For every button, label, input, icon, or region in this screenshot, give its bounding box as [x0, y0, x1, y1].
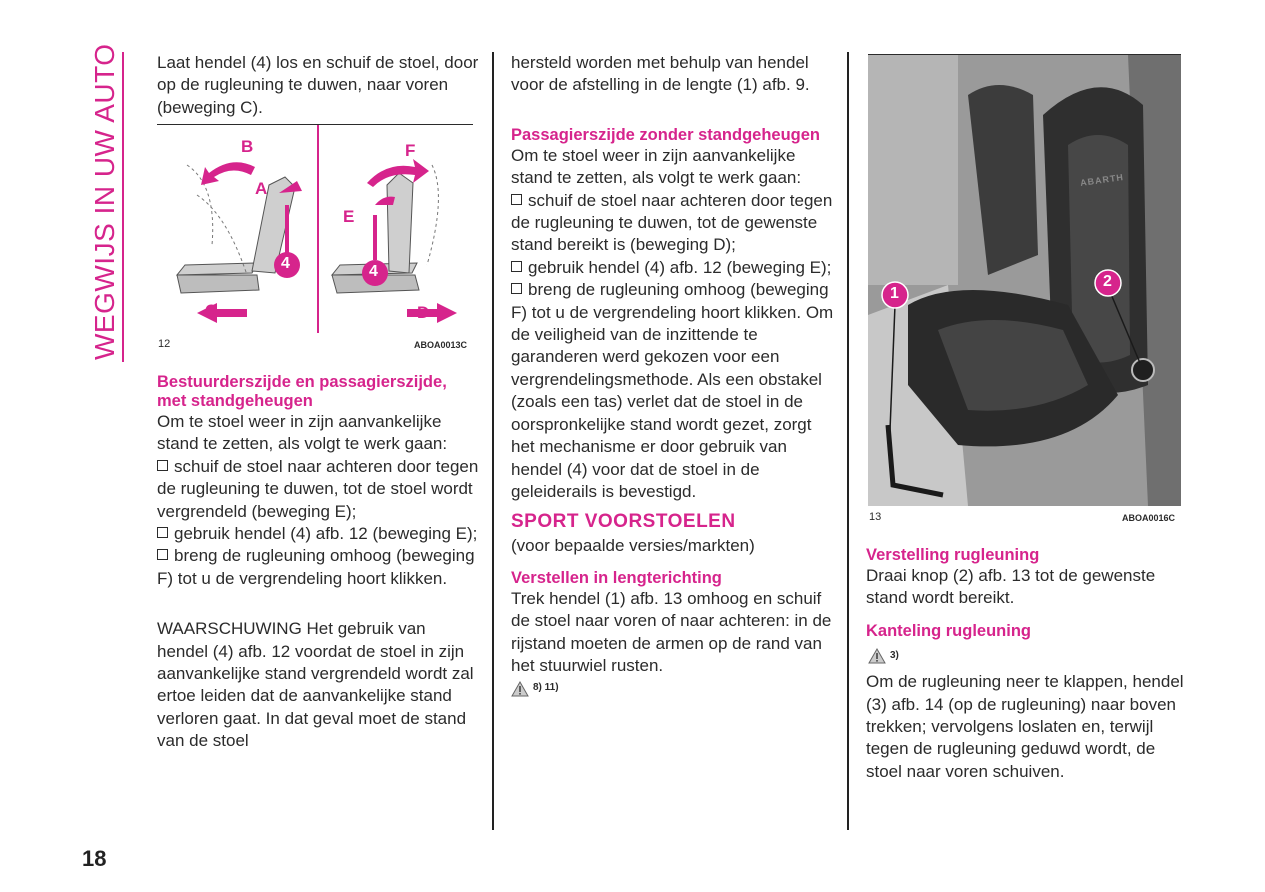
- page-number: 18: [82, 846, 107, 871]
- callout-1: 1: [890, 285, 899, 302]
- side-divider: [122, 52, 124, 362]
- lever-label-left: 4: [281, 255, 290, 272]
- continuation-paragraph: hersteld worden met behulp van hendel voor de afstelling in de lengte (1) afb. 9.: [511, 53, 810, 95]
- sport-seat-photo: [868, 55, 1181, 506]
- warning-triangle-icon: [868, 648, 886, 664]
- label-d: D: [417, 303, 430, 322]
- backrest-tilt-body: Om de rugleuning neer te klappen, hendel (3) afb. 14 (op de rugleuning) naar boven trekken; vervolgens loslaten en, terwijl tegen de rugleuning geduwd wordt, de stoel naar voren schuiven.: [866, 672, 1184, 781]
- figure-12-code: ABOA0013C: [414, 340, 468, 350]
- square-bullet-icon: [511, 283, 522, 294]
- warning-reference: 8) 11): [511, 677, 836, 699]
- square-bullet-icon: [511, 194, 522, 205]
- step-item: gebruik hendel (4) afb. 12 (beweging E);: [157, 523, 479, 545]
- heading-with-memory: Bestuurderszijde en passagierszijde, met standgeheugen: [157, 373, 447, 410]
- step-item: gebruik hendel (4) afb. 12 (beweging E);: [511, 257, 836, 279]
- sport-seats-subtitle: (voor bepaalde versies/markten): [511, 536, 755, 556]
- column-1-lower: [157, 373, 479, 753]
- label-e: E: [343, 207, 355, 226]
- warning-paragraph: WAARSCHUWING Het gebruik van hendel (4) afb. 12 voordat de stoel in zijn aanvankelijke stand vergrendeld wordt zal ertoe leiden dat de aanvankelijke stand verloren gaat. In dat geval moet de stand van de stoel: [157, 619, 474, 751]
- seat-logo: ABARTH: [1079, 171, 1125, 189]
- lever-label-right: 4: [369, 263, 378, 280]
- heading-backrest-adjustment: Verstelling rugleuning: [866, 546, 1040, 564]
- square-bullet-icon: [157, 460, 168, 471]
- length-adjustment-body: Trek hendel (1) afb. 13 omhoog en schuif de stoel naar voren of naar achteren: in de rijstand moeten de armen op de rand van het stuurwiel rusten.: [511, 588, 832, 675]
- column-divider-1: [492, 52, 494, 830]
- label-c: C: [205, 301, 218, 320]
- backrest-adjustment-body: Draai knop (2) afb. 13 tot de gewenste stand wordt bereikt.: [866, 566, 1156, 608]
- label-a: A: [255, 179, 268, 198]
- step-item: schuif de stoel naar achteren door tegen de rugleuning te duwen, tot de stoel wordt vergrendeld (beweging E);: [157, 456, 479, 521]
- figure-12-number: 12: [158, 338, 171, 350]
- step-item: breng de rugleuning omhoog (beweging F) tot u de vergrendeling hoort klikken. Om de veiligheid van de inzittende te garanderen werd gekozen voor een vergrendelingsmethode. Als een obstakel (zoals een tas) verlet dat de stoel in de oorspronkelijke stand wordt gezet, zorgt het mechanisme er door gebruik van hendel (4) voor dat de stoel in de geleiderails is bevestigd.: [511, 280, 834, 501]
- side-section-title: WEGWIJS IN UW AUTO: [89, 43, 120, 360]
- heading-backrest-tilt: Kanteling rugleuning: [866, 621, 1031, 640]
- column-1: [157, 52, 479, 119]
- label-f: F: [405, 141, 416, 160]
- figure-13-photo: [868, 54, 1181, 506]
- column-2: [511, 52, 836, 700]
- warning-triangle-icon: [511, 681, 529, 697]
- column-3-lower: [866, 546, 1186, 783]
- lead-paragraph: Om te stoel weer in zijn aanvankelijke stand te zetten, als volgt te werk gaan:: [157, 412, 448, 454]
- figure-12: [157, 124, 473, 333]
- square-bullet-icon: [157, 549, 168, 560]
- label-b: B: [241, 137, 254, 156]
- left-seat-drawing: [177, 165, 295, 293]
- sport-seats-title: SPORT VOORSTOELEN: [511, 511, 736, 533]
- heading-without-memory: Passagierszijde zonder standgeheugen: [511, 125, 821, 144]
- square-bullet-icon: [511, 261, 522, 272]
- intro-paragraph: Laat hendel (4) los en schuif de stoel, door op de rugleuning te duwen, naar voren (beweging C).: [157, 53, 479, 117]
- figure-13-code: ABOA0016C: [1122, 513, 1176, 523]
- figure-13-number: 13: [869, 511, 882, 523]
- column-divider-2: [847, 52, 849, 830]
- step-item: schuif de stoel naar achteren door tegen de rugleuning te duwen, tot de gewenste stand bereikt is (beweging D);: [511, 190, 833, 255]
- lead-paragraph: Om te stoel weer in zijn aanvankelijke stand te zetten, als volgt te werk gaan:: [511, 145, 802, 188]
- heading-length-adjustment: Verstellen in lengterichting: [511, 568, 722, 587]
- square-bullet-icon: [157, 527, 168, 538]
- callout-2: 2: [1103, 273, 1112, 290]
- step-item: breng de rugleuning omhoog (beweging F) tot u de vergrendeling hoort klikken.: [157, 546, 475, 588]
- warning-reference: 3): [868, 645, 1186, 667]
